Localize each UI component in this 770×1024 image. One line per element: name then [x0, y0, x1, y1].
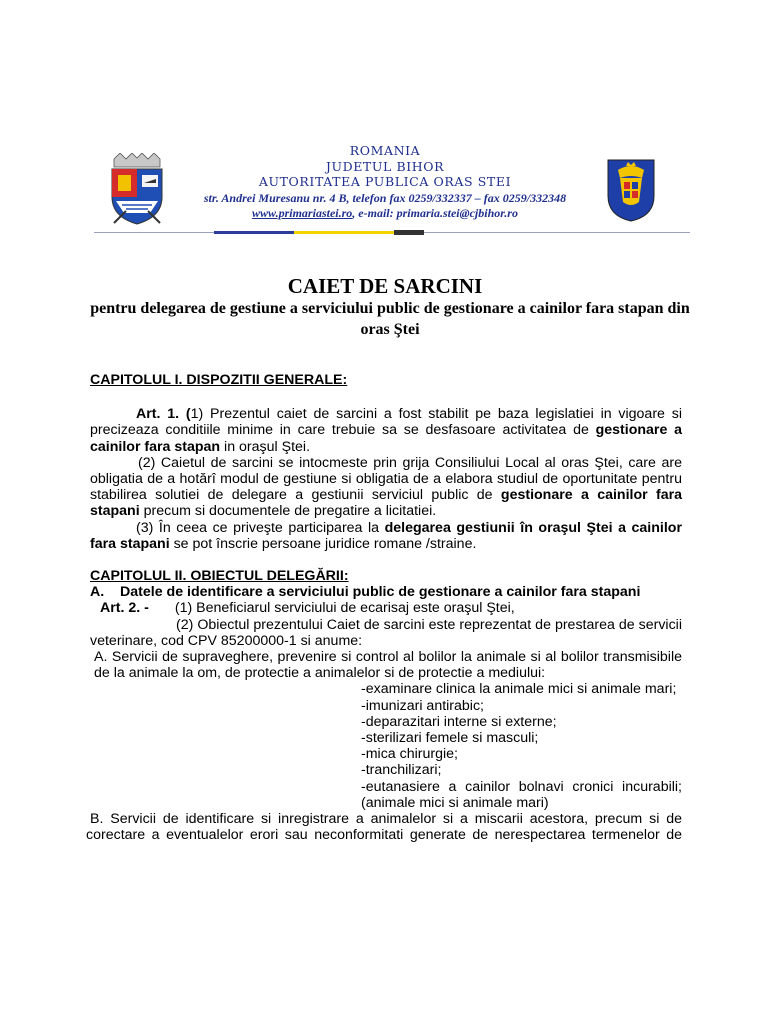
- services-section-b-line-2: corectare a eventualelor erori sau neconformitati generate de nerespectarea termenelor de: [86, 827, 682, 844]
- art1-p3-bold: delegarea gestiunii în oraşul Ştei a cainilor fara stapani: [90, 519, 682, 552]
- art2-p1-text: (1) Beneficiarul serviciului de ecarisaj este oraşul Ştei,: [174, 600, 515, 617]
- spacer: [90, 552, 682, 568]
- art1-p1-text: 1) Prezentul caiet de sarcini a fost stabilit pe baza legislatiei in vigoare si precizeaza conditiile minime in care trebuie sa se desfasoare activitatea de: [90, 406, 682, 439]
- section-a-heading: [90, 584, 682, 600]
- letterhead-authority: AUTORITATEA PUBLICA ORAS STEI: [258, 174, 512, 189]
- spacer: [90, 388, 682, 406]
- website-link[interactable]: www.primariastei.ro: [252, 205, 353, 220]
- list-item: -sterilizari femele si masculi;: [361, 730, 539, 747]
- letterhead-address: str. Andrei Muresanu nr. 4 B, telefon fax 0259/332337 – fax 0259/332348: [203, 190, 567, 205]
- art1-paragraph-3: [90, 520, 682, 552]
- chapter-1-heading: CAPITOLUL I. DISPOZITII GENERALE:: [90, 372, 348, 388]
- art1-p2-bold: gestionare a cainilor fara stapani: [90, 487, 683, 520]
- chapter-2-heading: CAPITOLUL II. OBIECTUL DELEGĂRII:: [90, 568, 349, 585]
- list-item: -eutanasiere a cainilor bolnavi cronici incurabili;: [361, 778, 682, 795]
- art1-paragraph-2: [90, 455, 682, 520]
- art2-paragraph-2: (2) Obiectul prezentului Caiet de sarcini este reprezentat de prestarea de servicii veterinare, cod CPV 85200000-1 si anume:: [90, 616, 682, 649]
- letterhead-contacts: [0, 206, 770, 221]
- list-item: -tranchilizari;: [361, 762, 442, 779]
- art1-p1-end: in oraşul Ştei.: [220, 438, 311, 455]
- art1-p3-text: (3) În ceea ce priveşte participarea la: [136, 519, 385, 536]
- art1-p1-bold: gestionare a cainilor fara stapan: [90, 422, 682, 455]
- art1-p2-text: (2) Caietul de sarcini se intocmeste prin grija Consiliului Local al oras Ştei, care are obligatia de a hotărî modul de gestiune si obligatia de a elabora studiul de oportunitate pentru stabilirea solutiei de delegare a gestiunii serviciul public de: [90, 454, 682, 504]
- art1-p3-end: se pot înscrie persoane juridice romane /straine.: [169, 535, 477, 552]
- document-subtitle: pentru delegarea de gestiune a serviciului public de gestionare a cainilor fara stapan din oras Ştei: [90, 300, 690, 338]
- list-item: (animale mici si animale mari): [361, 794, 549, 811]
- document-title: CAIET DE SARCINI: [287, 274, 483, 298]
- art2-label: Art. 2. -: [100, 600, 149, 617]
- section-a-text: Datele de identificare a serviciului public de gestionare a cainilor fara stapani: [120, 584, 641, 601]
- letterhead: [0, 143, 770, 221]
- document-body: [86, 372, 683, 844]
- art1-paragraph-1: [90, 406, 682, 455]
- email-separator: , e-mail:: [352, 205, 397, 220]
- letterhead-country: ROMANIA: [349, 143, 421, 158]
- list-item: -imunizari antirabic;: [361, 697, 484, 714]
- letterhead-divider: [94, 230, 690, 235]
- art2-paragraph-1: [90, 600, 682, 616]
- section-a-key: A.: [90, 584, 105, 601]
- services-list: [361, 681, 682, 811]
- services-section-a: A. Servicii de supraveghere, prevenire si control al bolilor la animale si al bolilor transmisibile de la animale la om, de protectie a animalelor si de protectie a mediului:: [94, 649, 682, 682]
- list-item: -mica chirurgie;: [361, 746, 458, 763]
- list-item: -deparazitari interne si externe;: [361, 713, 557, 730]
- letterhead-county: JUDETUL BIHOR: [325, 158, 445, 174]
- list-item: -examinare clinica la animale mici si animale mari;: [361, 681, 677, 698]
- services-section-b-line-1: B. Servicii de identificare si inregistrare a animalelor si a miscarii acestora, precum si de: [90, 811, 682, 828]
- art1-label: Art. 1. (: [136, 406, 191, 423]
- art1-p2-end: precum si documentele de pregatire a licitatiei.: [139, 503, 437, 520]
- email-link[interactable]: primaria.stei@cjbihor.ro: [396, 205, 518, 220]
